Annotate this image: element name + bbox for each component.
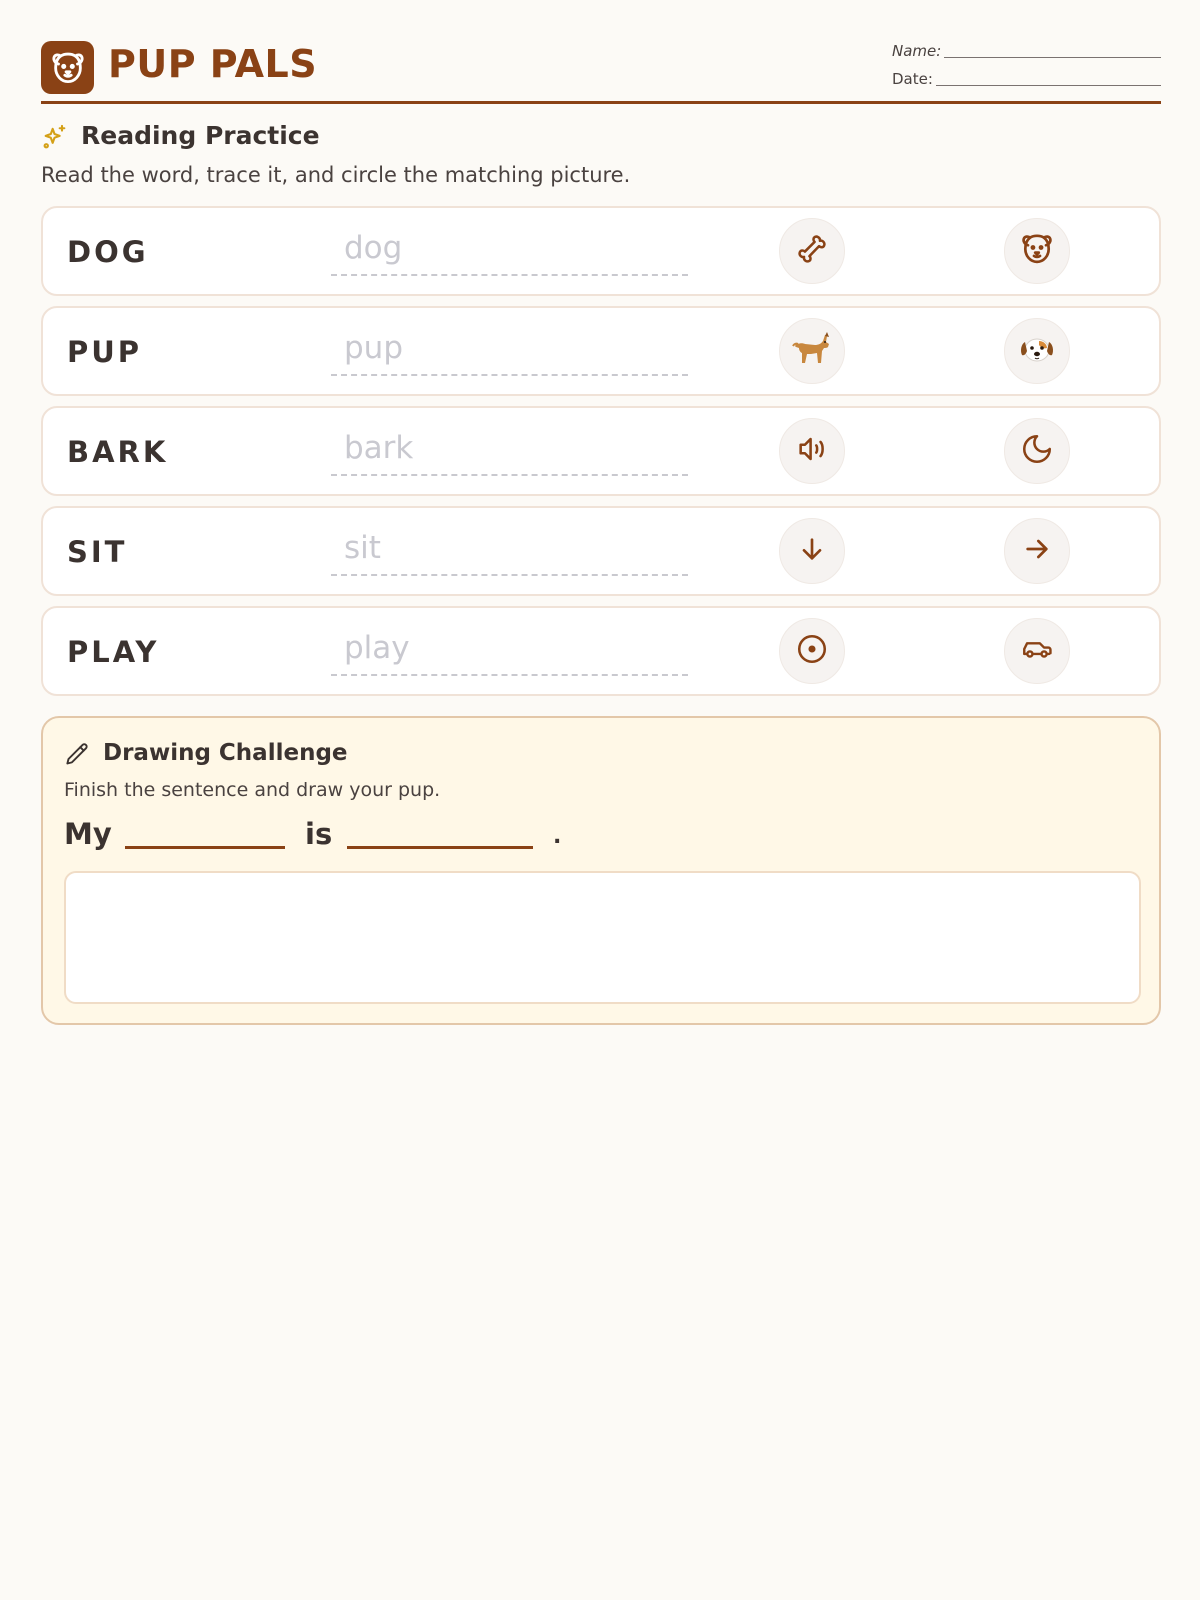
drawing-challenge-subtitle: Finish the sentence and draw your pup. [64,779,441,801]
trace-word: dog [344,230,403,266]
worksheet-title: PUP PALS [108,42,318,86]
sentence-word-my: My [64,817,112,851]
word-row-dog [41,206,1161,296]
sparkles-icon [41,123,69,155]
picture-choice-speaker[interactable] [779,418,845,484]
name-line [944,57,1161,58]
word-label: DOG [67,235,149,269]
trace-line[interactable] [331,424,688,476]
word-row-bark [41,406,1161,496]
picture-choice-car[interactable] [1004,618,1070,684]
drawing-challenge-card [41,716,1161,1025]
picture-choice-arrow-down[interactable] [779,518,845,584]
name-label: Name: [892,42,942,60]
arrow-right-icon [1021,533,1053,569]
picture-choice-arrow-right[interactable] [1004,518,1070,584]
word-row-play [41,606,1161,696]
sentence-word-is: is [305,817,333,851]
word-label: BARK [67,435,169,469]
arrow-down-icon [796,533,828,569]
dog-face-icon [1019,231,1055,271]
pencil-icon [64,741,91,772]
date-label: Date: [892,70,933,88]
bone-icon [795,232,829,270]
reading-instructions: Read the word, trace it, and circle the matching picture. [41,163,631,187]
picture-choice-puppy-face[interactable] [1004,318,1070,384]
picture-choice-bone[interactable] [779,218,845,284]
trace-line[interactable] [331,624,688,676]
date-field[interactable] [892,70,1161,88]
worksheet-header [41,40,1161,104]
picture-choice-dog[interactable] [779,318,845,384]
picture-choice-moon[interactable] [1004,418,1070,484]
moon-icon [1020,432,1054,470]
trace-word: sit [344,530,381,566]
trace-word: play [344,630,410,666]
trace-line[interactable] [331,524,688,576]
word-label: SIT [67,535,128,569]
car-icon [1020,632,1054,670]
word-row-sit [41,506,1161,596]
trace-line[interactable] [331,224,688,276]
speaker-volume-icon [795,432,829,470]
dog-face-icon [41,41,94,94]
trace-word: pup [344,330,404,366]
sentence-blank-2[interactable] [347,846,533,849]
trace-line[interactable] [331,324,688,376]
drawing-area[interactable] [64,871,1141,1004]
target-circle-icon [795,632,829,670]
picture-choice-target[interactable] [779,618,845,684]
date-line [936,85,1161,86]
word-row-pup [41,306,1161,396]
trace-word: bark [344,430,414,466]
word-label: PUP [67,335,143,369]
picture-choice-dog-face[interactable] [1004,218,1070,284]
section-title: Reading Practice [81,121,320,150]
dog-emoji [792,328,832,374]
name-field[interactable] [892,42,1161,60]
word-label: PLAY [67,635,160,669]
drawing-challenge-title: Drawing Challenge [103,740,348,766]
puppy-face-emoji [1017,328,1057,374]
sentence-period: . [553,824,562,849]
sentence-blank-1[interactable] [125,846,285,849]
